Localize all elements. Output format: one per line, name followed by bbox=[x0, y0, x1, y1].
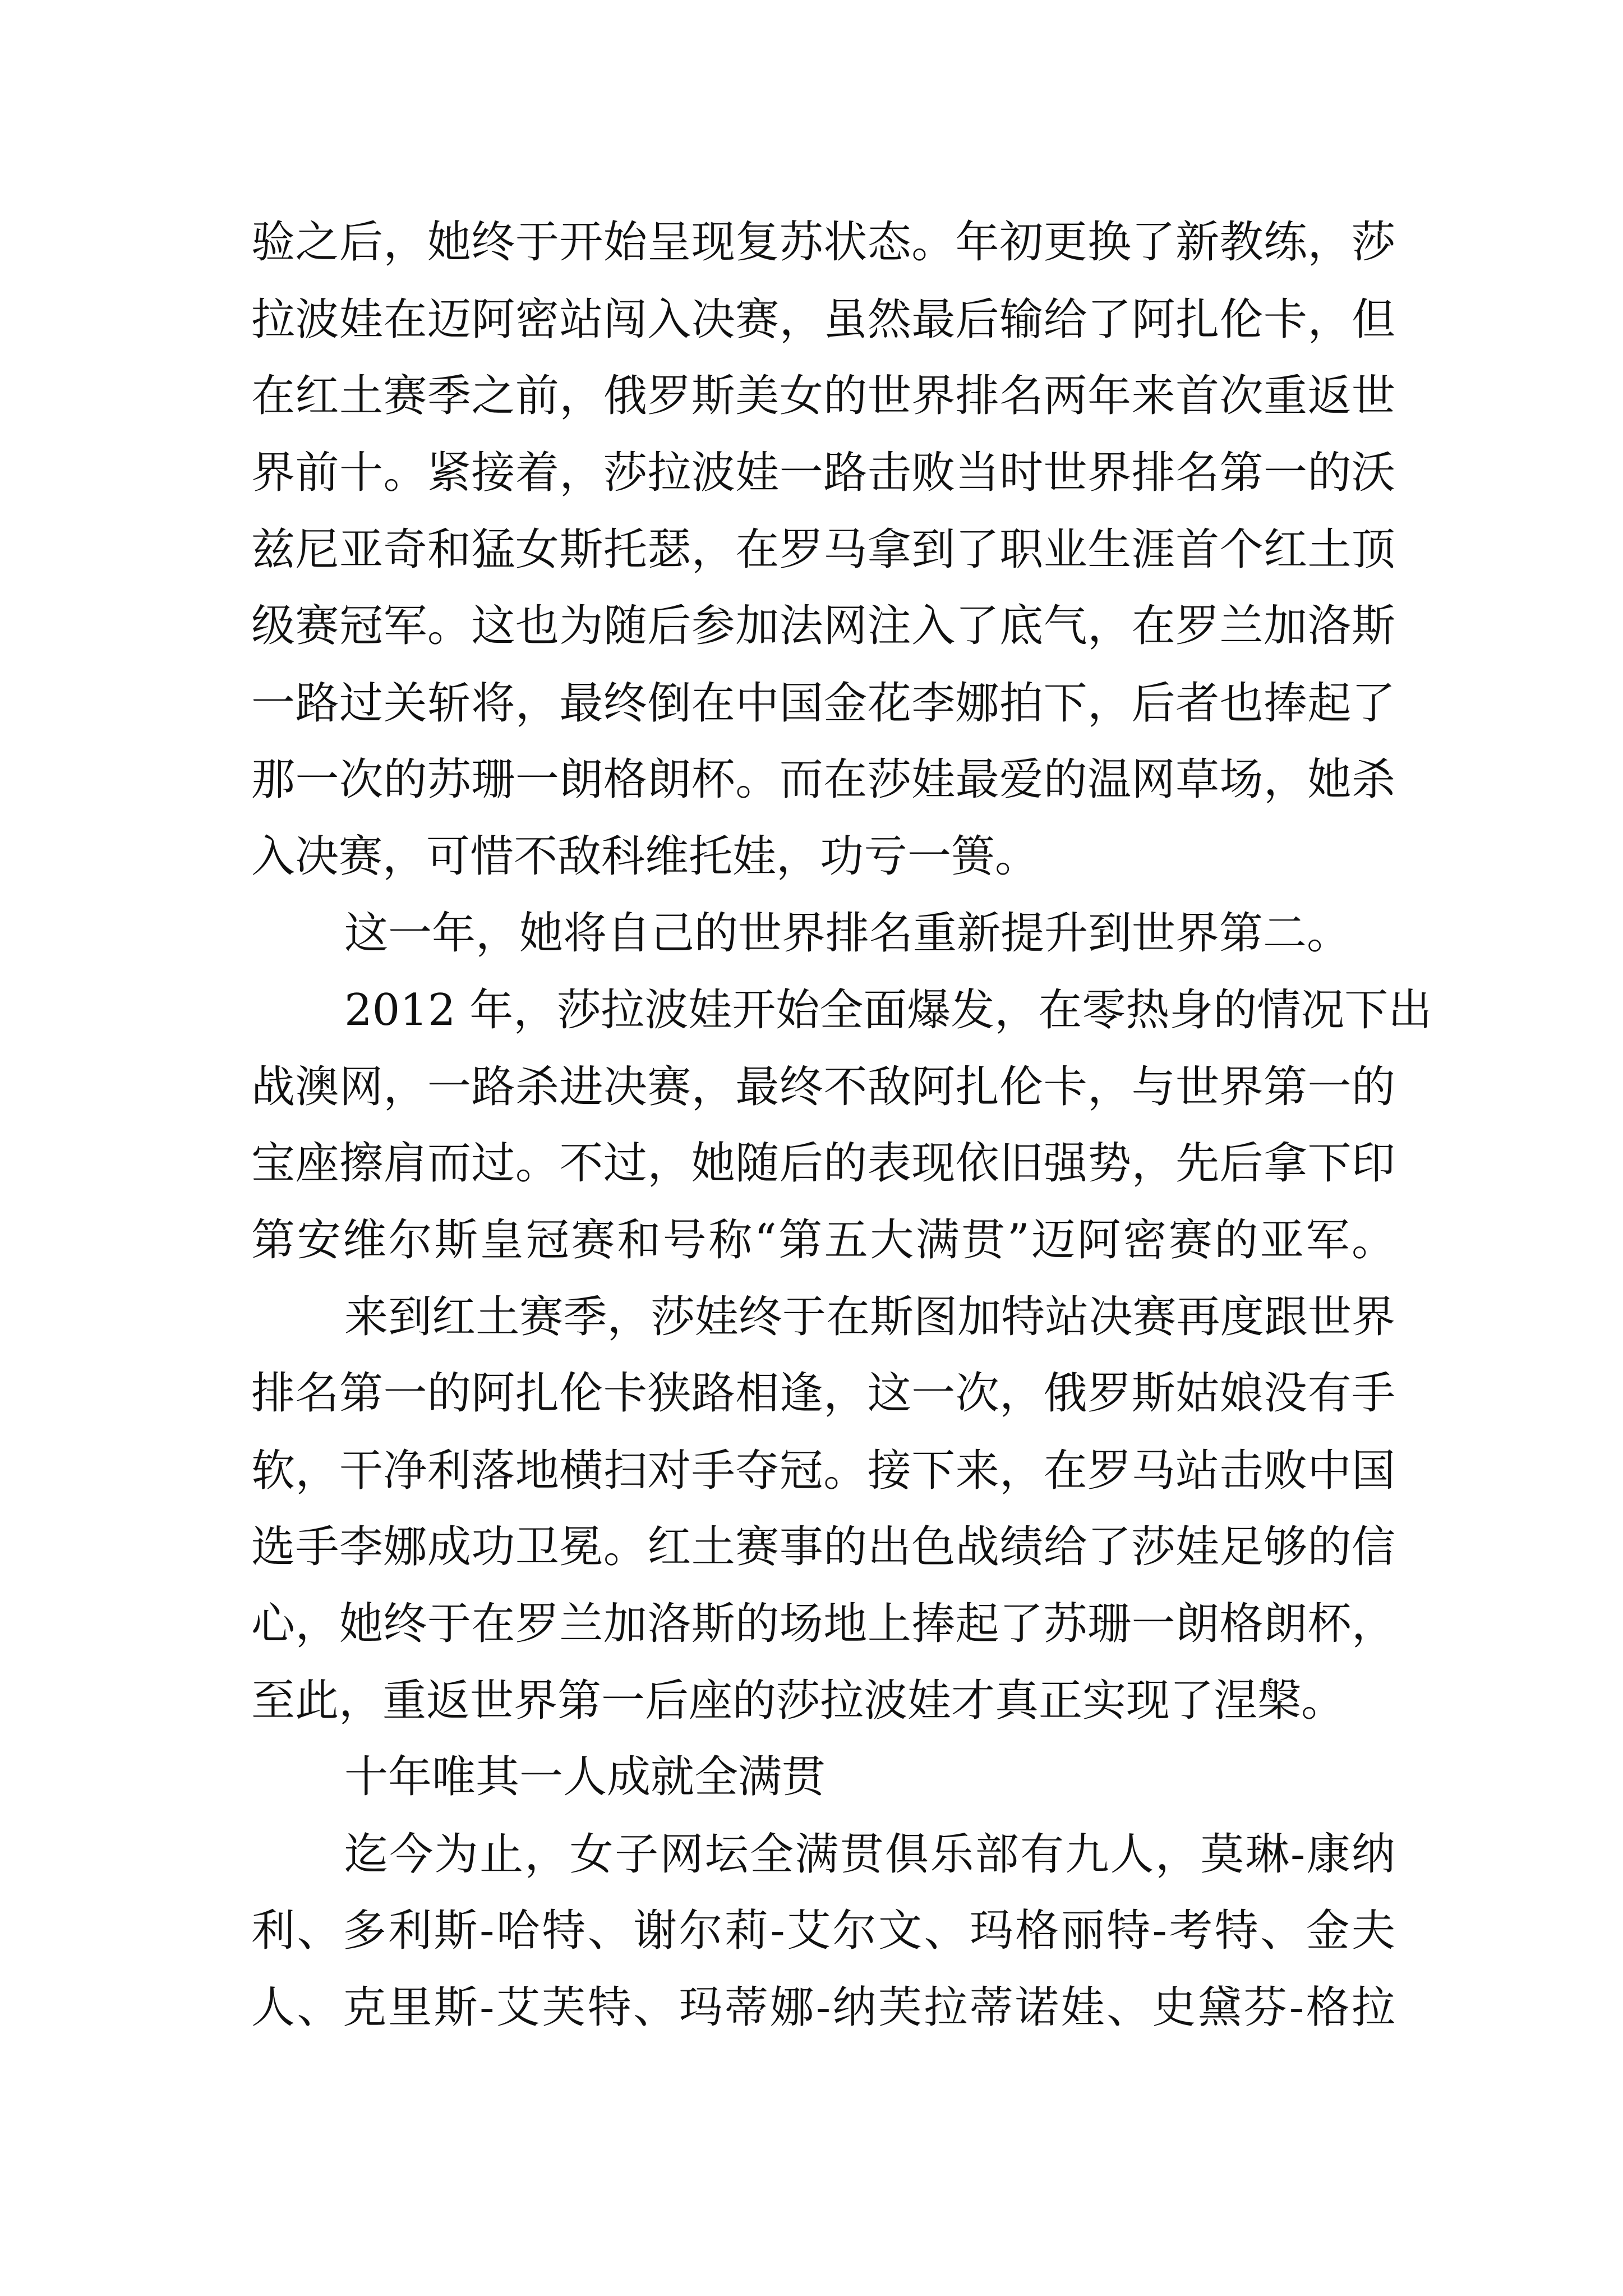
paragraph-line: 来到红土赛季，莎娃终于在斯图加特站决赛再度跟世界 bbox=[344, 1292, 1395, 1342]
paragraph-line: 这一年，她将自己的世界排名重新提升到世界第二。 bbox=[344, 908, 1351, 959]
text-line: 一路过关斩将，最终倒在中国金花李娜拍下，后者也捧起了 bbox=[251, 678, 1395, 729]
paragraph-line: 2012 年，莎拉波娃开始全面爆发，在零热身的情况下出 bbox=[344, 985, 1432, 1036]
text-line: 级赛冠军。这也为随后参加法网注入了底气，在罗兰加洛斯 bbox=[251, 601, 1395, 651]
text-line: 心，她终于在罗兰加洛斯的场地上捧起了苏珊一朗格朗杯， bbox=[251, 1599, 1395, 1649]
section-heading: 十年唯其一人成就全满贯 bbox=[344, 1752, 826, 1802]
text-line: 宝座擦肩而过。不过，她随后的表现依旧强势，先后拿下印 bbox=[251, 1138, 1395, 1189]
text-line: 界前十。紧接着，莎拉波娃一路击败当时世界排名第一的沃 bbox=[251, 448, 1395, 498]
text-line: 人、克里斯-艾芙特、玛蒂娜-纳芙拉蒂诺娃、史黛芬-格拉 bbox=[251, 1982, 1395, 2033]
text-line: 软，干净利落地横扫对手夺冠。接下来，在罗马站击败中国 bbox=[251, 1446, 1395, 1496]
text-line: 验之后，她终于开始呈现复苏状态。年初更换了新教练，莎 bbox=[251, 217, 1395, 268]
text-line: 至此，重返世界第一后座的莎拉波娃才真正实现了涅槃。 bbox=[251, 1676, 1345, 1726]
text-line: 第安维尔斯皇冠赛和号称“第五大满贯”迈阿密赛的亚军。 bbox=[251, 1215, 1395, 1266]
text-line: 战澳网，一路杀进决赛，最终不敌阿扎伦卡，与世界第一的 bbox=[251, 1062, 1395, 1112]
text-line: 那一次的苏珊一朗格朗杯。而在莎娃最爱的温网草场，她杀 bbox=[251, 754, 1395, 805]
text-line: 利、多利斯-哈特、谢尔莉-艾尔文、玛格丽特-考特、金夫 bbox=[251, 1906, 1395, 1956]
text-line: 在红土赛季之前，俄罗斯美女的世界排名两年来首次重返世 bbox=[251, 371, 1395, 421]
text-line: 选手李娜成功卫冕。红土赛事的出色战绩给了莎娃足够的信 bbox=[251, 1522, 1395, 1572]
text-line: 兹尼亚奇和猛女斯托瑟，在罗马拿到了职业生涯首个红土顶 bbox=[251, 524, 1395, 575]
text-line: 排名第一的阿扎伦卡狭路相逢，这一次，俄罗斯姑娘没有手 bbox=[251, 1368, 1395, 1419]
paragraph-line: 迄今为止，女子网坛全满贯俱乐部有九人，莫琳-康纳 bbox=[344, 1829, 1395, 1880]
text-line: 拉波娃在迈阿密站闯入决赛，虽然最后输给了阿扎伦卡，但 bbox=[251, 295, 1395, 345]
text-line: 入决赛，可惜不敌科维托娃，功亏一篑。 bbox=[251, 831, 1039, 882]
